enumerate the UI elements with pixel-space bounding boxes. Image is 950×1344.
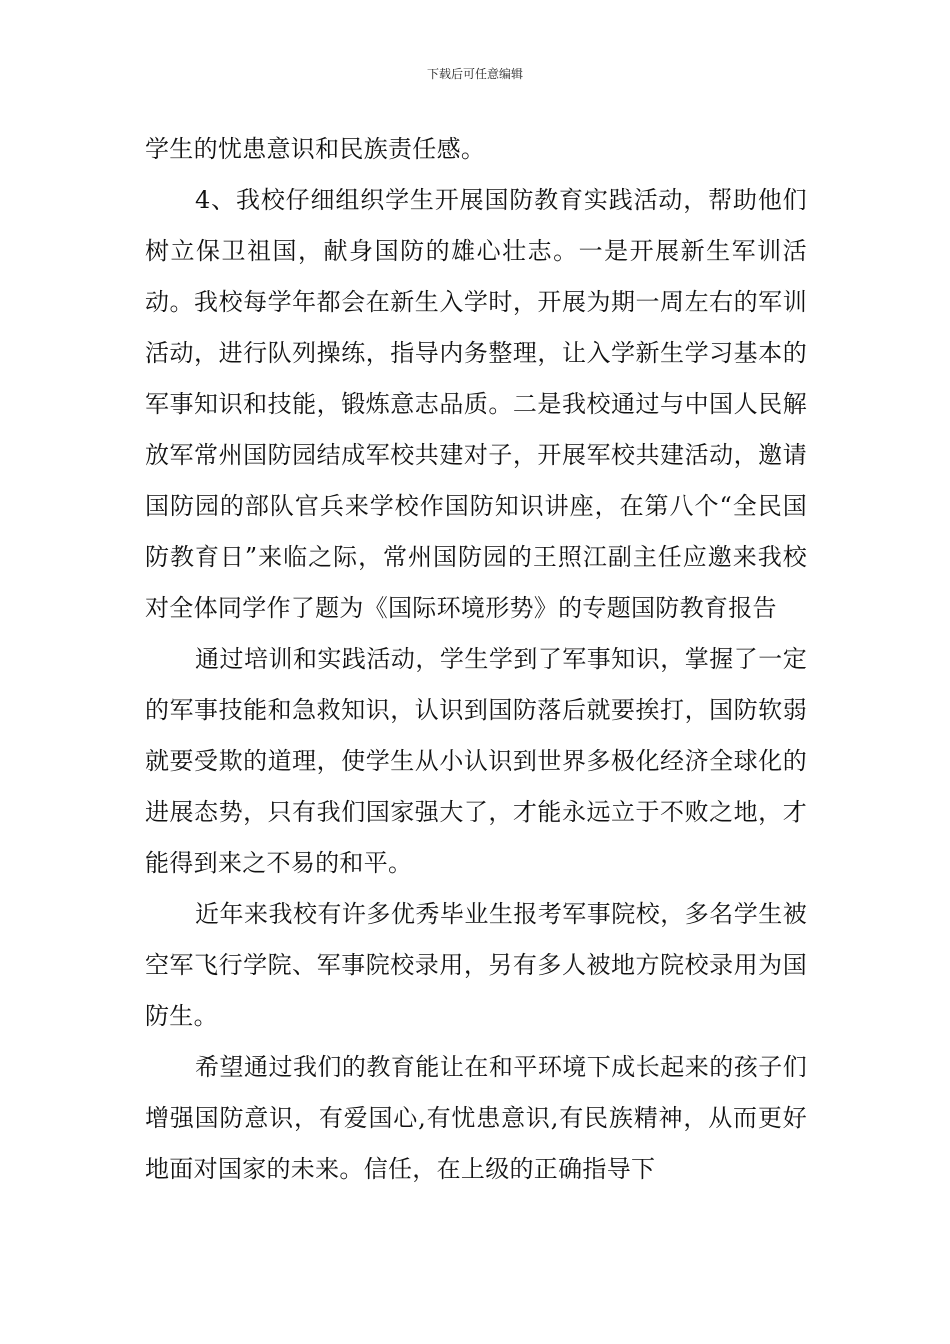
document-body xyxy=(145,124,807,1195)
page-header: 下载后可任意编辑 xyxy=(426,67,523,81)
paragraph-1: 学生的忧患意识和民族责任感。 xyxy=(145,135,486,163)
paragraph-2: 4、我校仔细组织学生开展国防教育实践活动，帮助他们树立保卫祖国，献身国防的雄心壮志。一是开展新生军训活动。我校每学年都会在新生入学时，开展为期一周左右的军训活动，进行队列操练，指导内务整理，让入学新生学习基本的军事知识和技能，锻炼意志品质。二是我校通过与中国人民解放军常州国防园结成军校共建对子，开展军校共建活动，邀请国防园的部队官兵来学校作国防知识讲座，在第八个“全民国防教育日”来临之际，常州国防园的王照江副主任应邀来我校对全体同学作了题为《国际环境形势》的专题国防教育报告 xyxy=(145,186,807,622)
paragraph-3: 通过培训和实践活动，学生学到了军事知识，掌握了一定的军事技能和急救知识，认识到国防落后就要挨打，国防软弱就要受欺的道理，使学生从小认识到世界多极化经济全球化的进展态势，只有我们国家强大了，才能永远立于不败之地，才能得到来之不易的和平。 xyxy=(145,645,807,877)
paragraph-4: 近年来我校有许多优秀毕业生报考军事院校，多名学生被空军飞行学院、军事院校录用，另有多人被地方院校录用为国防生。 xyxy=(145,900,807,1030)
paragraph-5: 希望通过我们的教育能让在和平环境下成长起来的孩子们增强国防意识，有爱国心,有忧患意识,有民族精神，从而更好地面对国家的未来。信任，在上级的正确指导下 xyxy=(145,1053,807,1183)
